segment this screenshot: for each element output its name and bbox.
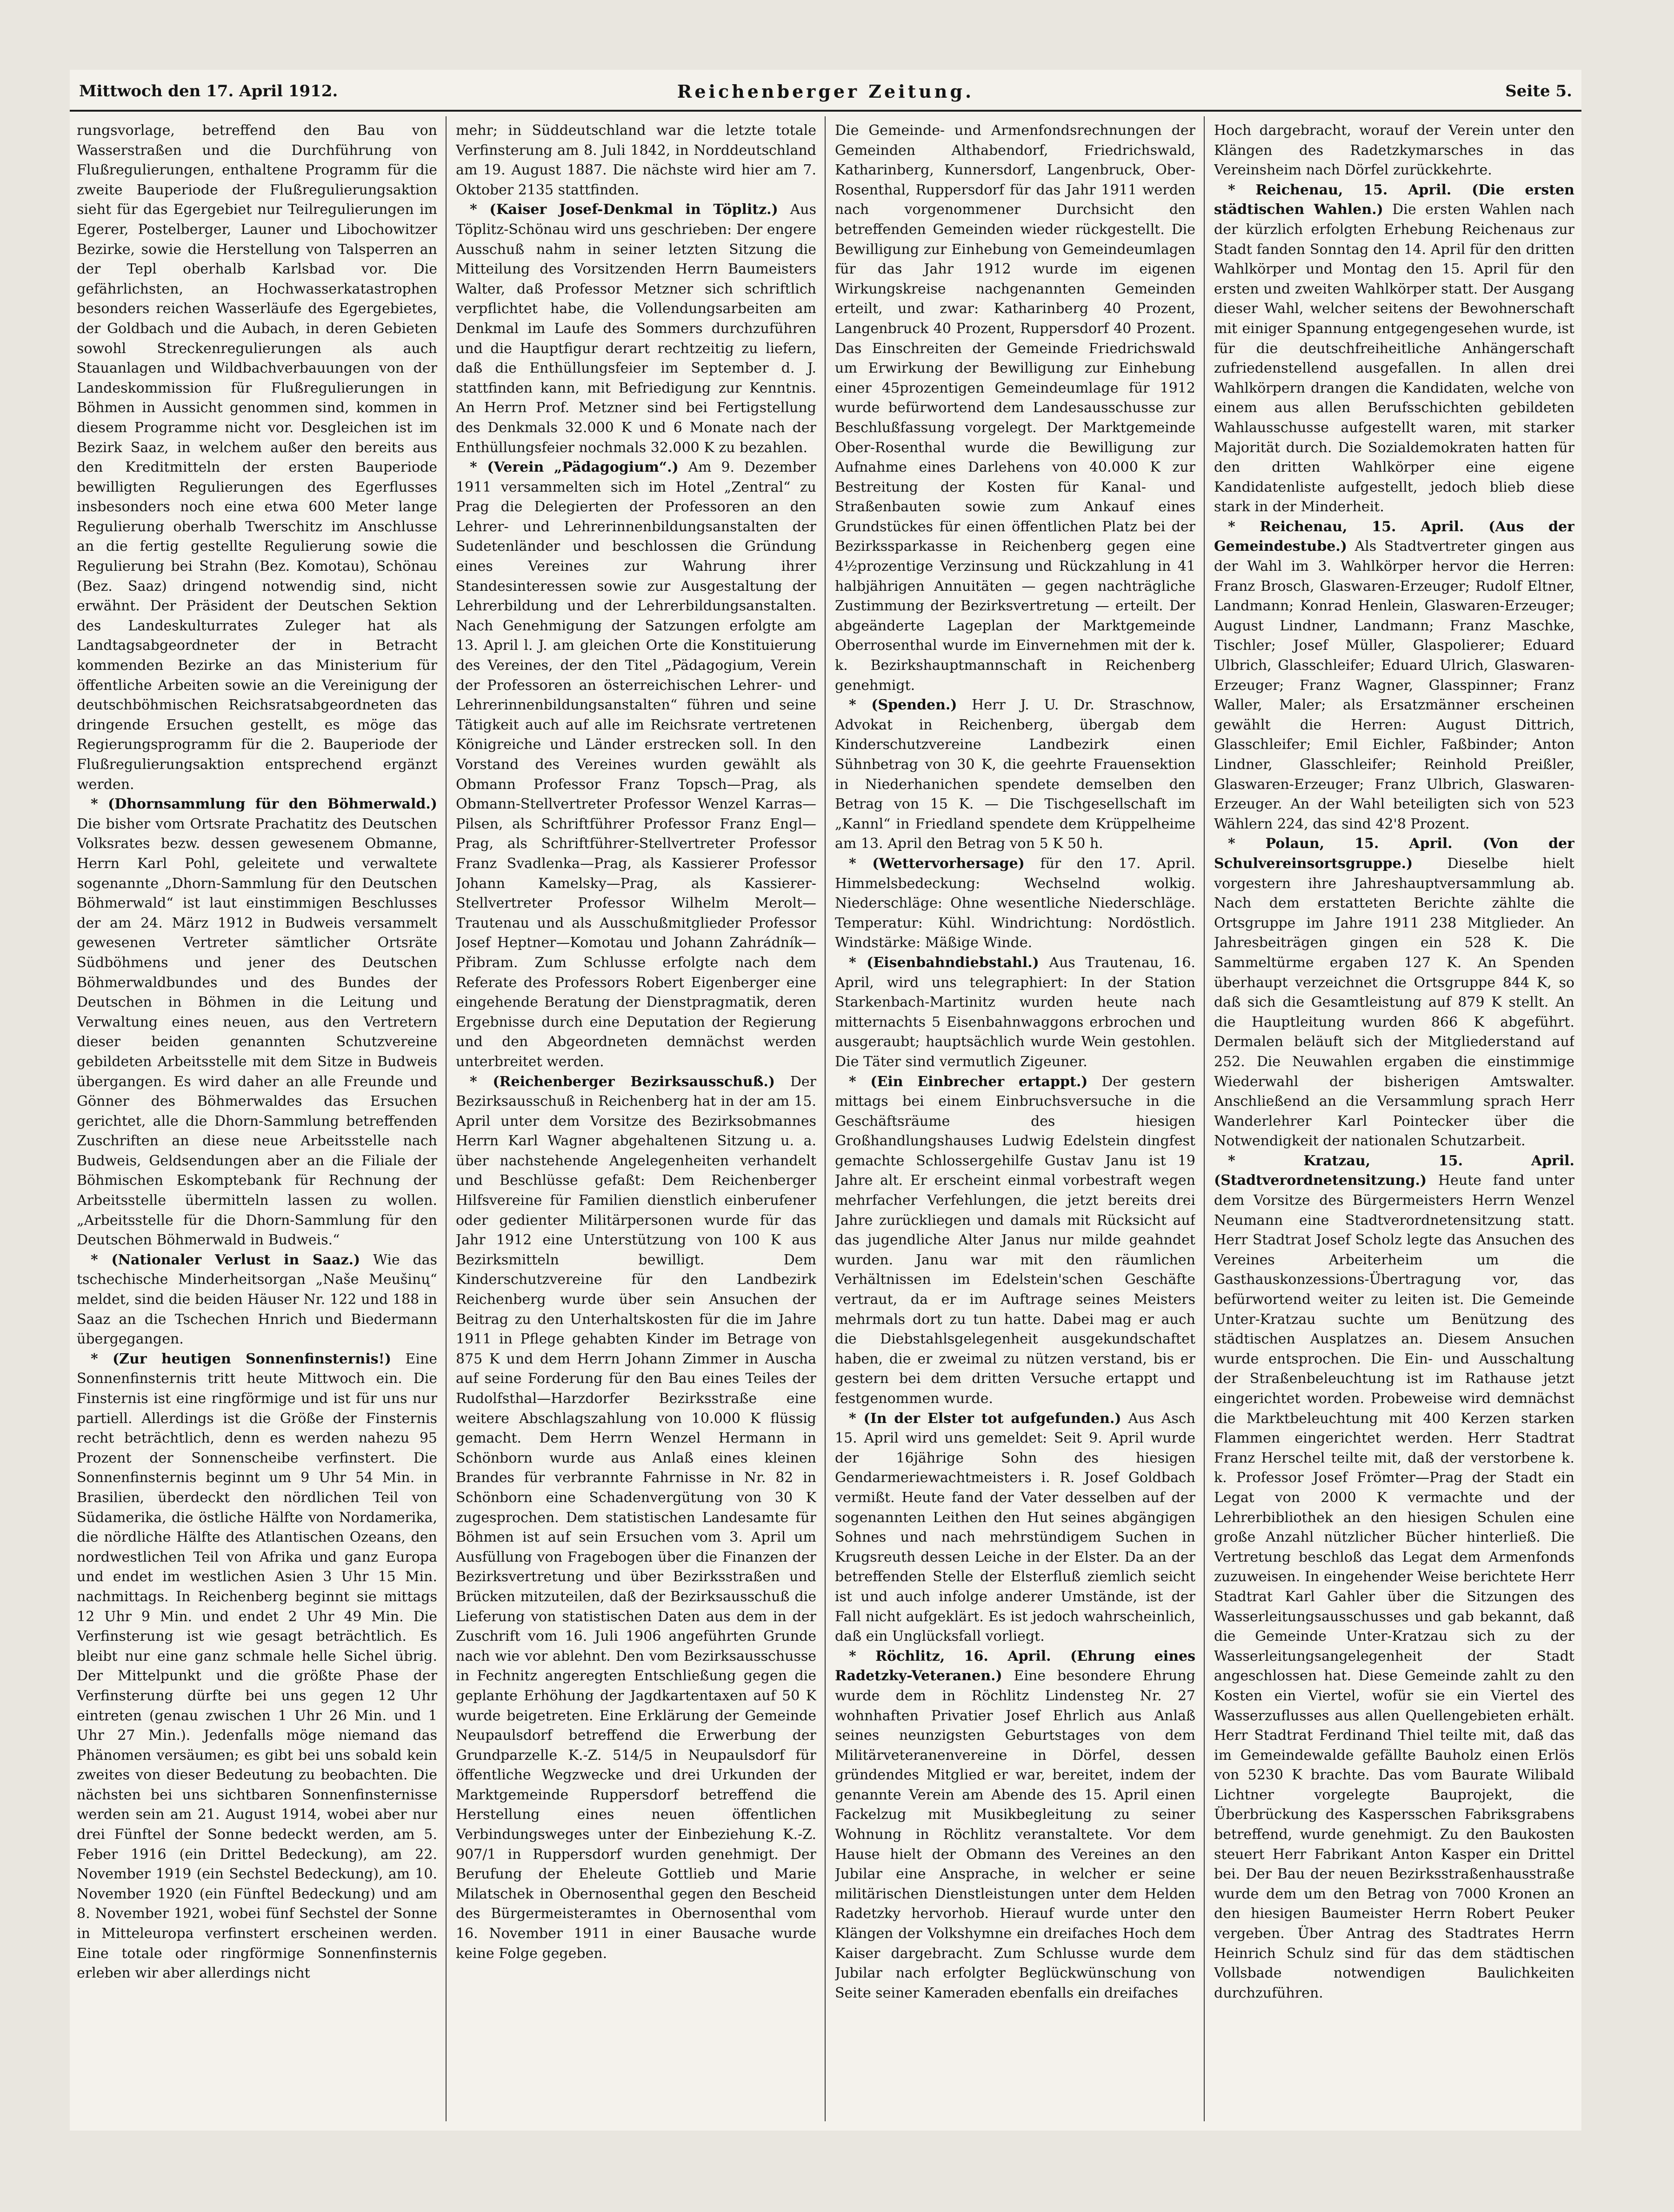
article-heading: * (Reichenberger Bezirksausschuß.) — [470, 1073, 775, 1090]
article-text: Als Stadtvertreter gingen aus der Wahl im 3. Wahlkörper hervor die Herren: Franz Brosch, Glaswaren-Erzeuger; Rudolf Eltner, Landmann; Konrad Henlein, Glaswaren-Erzeuger; August Lindner, Landmann; Franz Maschke, Tischler; Josef Müller, Glaspolierer; Eduard Ulbrich, Glasschleifer; Eduard Ulrich, Glaswaren-Erzeuger; Franz Wagner, Glasspinner; Franz Waller, Maler; als Ersatzmänner erscheinen gewählt die Herren: August Dittrich, Glasschleifer; Emil Eichler, Faßbinder; Anton Lindner, Glasschleifer; Reinhold Preißler, Glaswaren-Erzeuger; Franz Ulbrich, Glaswaren-Erzeuger. An der Wahl beteiligten sich von 523 Wählern 224, das sind 42'8 Prozent. — [1214, 538, 1574, 832]
article-text: Dieselbe hielt vorgestern ihre Jahreshauptversammlung ab. Nach dem erstatteten Berichte zählte die Ortsgruppe im Jahre 1911 238 Mitglieder. An Jahresbeiträgen gingen ein 528 K. Die Sammeltürme ergaben 127 K. An Spenden überhaupt verzeichnet die Ortsgruppe 844 K, so daß sich die Gesamtleistung auf 879 K stellt. An die Hauptleitung wurden 866 K abgeführt. Dermalen beläuft sich der Mitgliederstand auf 252. Die Neuwahlen ergaben die einstimmige Wiederwahl der bisherigen Amtswalter. Anschließend an die Versammlung sprach Herr Wanderlehrer Karl Pointecker über die Notwendigkeit der nationalen Schutzarbeit. — [1214, 855, 1574, 1149]
article-text: Wie das tschechische Minderheitsorgan „Naše Meušinų“ meldet, sind die beiden Häuser Nr. 122 und 188 in Saaz an die Tschechen Hnrich und Biedermann übergegangen. — [77, 1251, 437, 1348]
article-text: Aus Töplitz-Schönau wird uns geschrieben: Der engere Ausschuß nahm in seiner letzten Sitzung die Mitteilung des Vorsitzenden Herrn Baumeisters Walter, daß Professor Metzner sich schriftlich verpflichtet habe, die Vollendungsarbeiten am Denkmal im Laufe des Sommers durchzuführen und die Hauptfigur derart rechtzeitig zu liefern, daß die Enthüllungsfeier im September d. J. stattfinden kann, mit Befriedigung zur Kenntnis. An Herrn Prof. Metzner sind bei Fertigstellung des Denkmals 32.000 K und 6 Monate nach der Enthüllungsfeier nochmals 32.000 K zu bezahlen. — [456, 201, 816, 456]
article-text: Aus Asch 15. April wird uns gemeldet: Seit 9. April wurde der 16jährige Sohn des hiesigen Gendarmeriewachtmeisters i. R. Josef Goldbach vermißt. Heute fand der Vater desselben auf der sogenannten Leithen den Hut seines abgängigen Sohnes und nach mehrstündigem Suchen in Krugsreuth dessen Leiche in der Elster. Da an der betreffenden Stelle der Elsterfluß ziemlich seicht ist und auch infolge anderer Umstände, ist der Fall nicht aufgeklärt. Es ist jedoch wahrscheinlich, daß ein Unglücksfall vorliegt. — [835, 1410, 1195, 1645]
article-text: Der Bezirksausschuß in Reichenberg hat in der am 15. April unter dem Vorsitze des Bezirksobmannes Herrn Karl Wagner abgehaltenen Sitzung u. a. über nachstehende Angelegenheiten verhandelt und Beschlüsse gefaßt: Dem Reichenberger Hilfsvereine für Familien dienstlich einberufener oder gedienter Militärpersonen wurde für das Jahr 1912 eine Unterstützung von 100 K aus Bezirksmitteln bewilligt. Dem Kinderschutzvereine für den Landbezirk Reichenberg wurde über sein Ansuchen der Beitrag zu den Unterhaltskosten für die im Jahre 1911 in Pflege gehabten Kinder im Betrage von 875 K und dem Herrn Johann Zimmer in Auscha auf seine Forderung für den Bau eines Teiles der Rudolfsthal—Harzdorfer Bezirksstraße eine weitere Abschlagszahlung von 10.000 K flüssig gemacht. Dem Herrn Wenzel Hermann in Schönborn wurde aus Anlaß eines kleinen Brandes für verbrannte Fahrnisse in Nr. 82 in Schönborn eine Schadenvergütung von 30 K zugesprochen. Dem statistischen Landesamte für Böhmen ist auf sein Ersuchen vom 3. April um Ausfüllung von Fragebogen über die Finanzen der Bezirksvertretung und über Bezirksstraßen und Brücken mitzuteilen, daß der Bezirksausschuß die Lieferung von statistischen Daten aus dem in der Zuschrift vom 16. Juli 1906 angeführten Grunde nach wie vor ablehnt. Den vom Bezirksausschusse in Fechnitz angeregten Entschließung gegen die geplante Erhöhung der Jagdkartentaxen auf 50 K wurde beigetreten. Eine Erklärung der Gemeinde Neupaulsdorf betreffend die Erwerbung der Grundparzelle K.-Z. 514/5 in Neupaulsdorf für öffentliche Wegzwecke und drei Urkunden der Marktgemeinde Ruppersdorf betreffend die Herstellung eines neuen öffentlichen Verbindungsweges unter der Einbeziehung K.-Z. 907/1 in Ruppersdorf wurden genehmigt. Der Berufung der Eheleute Gottlieb und Marie Milatschek in Obernosenthal gegen den Bescheid des Bürgermeisteramtes in Obernosenthal vom 16. November 1911 in einer Bausache wurde keine Folge gegeben. — [456, 1073, 816, 1962]
column-divider — [1204, 116, 1205, 2121]
article-heading: * (Zur heutigen Sonnenfinsternis!) — [91, 1350, 392, 1367]
article-text: Die Gemeinde- und Armenfondsrechnungen der Gemeinden Althabendorf, Friedrichswald, Katharinberg, Kunnersdorf, Langenbruck, Ober-Rosenthal, Ruppersdorf für das Jahr 1911 werden nach vorgenommener Durchsicht den betreffenden Gemeinden wieder rückgestellt. Die Bewilligung zur Einhebung von Gemeindeumlagen für das Jahr 1912 wurde im eigenen Wirkungskreise nachgenannten Gemeinden erteilt, und zwar: Katharinberg 40 Prozent, Langenbruck 40 Prozent, Ruppersdorf 40 Prozent. Das Einschreiten der Gemeinde Friedrichswald um Erwirkung der Bewilligung zur Einhebung einer 45prozentigen Gemeindeumlage für 1912 wurde befürwortend dem Landesausschusse zur Beschlußfassung vorgelegt. Der Marktgemeinde Ober-Rosenthal wurde die Bewilligung zur Aufnahme eines Darlehens von 40.000 K zur Bestreitung der Kosten für Kanal- und Straßenbauten sowie zum Ankauf eines Grundstückes für einen öffentlichen Platz bei der Bezirkssparkasse in Reichenberg gegen eine 4½prozentige Verzinsung und Rückzahlung in 41 halbjährigen Annuitäten — gegen nachträgliche Zustimmung der Bezirksvertretung — erteilt. Der abgeänderte Lageplan der Marktgemeinde Oberrosenthal wurde im Einvernehmen mit der k. k. Bezirkshauptmannschaft in Reichenberg genehmigt. — [835, 122, 1195, 694]
article-heading: * (Dhornsammlung für den Böhmerwald.) — [91, 796, 437, 813]
article-heading: * Polaun, 15. April. (Von der Schulvereinsortsgruppe.) — [1214, 835, 1574, 872]
article-text: Am 9. Dezember 1911 versammelten sich im Hotel „Zentral“ zu Prag die Delegierten der Professoren an den Lehrer- und Lehrerinnenbildungsanstalten der Sudetenländer und beschlossen die Gründung eines Vereines zur Wahrung ihrer Standesinteressen sowie zur Ausgestaltung der Lehrerbildung und der Lehrerbildungsanstalten. Nach Genehmigung der Satzungen erfolgte am 13. April l. J. am gleichen Orte die Konstituierung des Vereines, der den Titel „Pädagogium, Verein der Professoren an österreichischen Lehrer- und Lehrerinnenbildungsanstalten“ führen und seine Tätigkeit auch auf alle im Reichsrate vertretenen Königreiche und Länder erstrecken soll. In den Vorstand des Vereines wurden gewählt als Obmann Professor Franz Topsch—Prag, als Obmann-Stellvertreter Professor Wenzel Karras—Pilsen, als Schriftführer Professor Franz Engl—Prag, als Schriftführer-Stellvertreter Professor Franz Svadlenka—Prag, als Kassierer Professor Johann Kamelsky—Prag, als Kassierer-Stellvertreter Professor Wilhelm Merolt—Trautenau und als Ausschußmitglieder Professor Josef Heptner—Komotau und Johann Zahrádník—Přibram. Zum Schlusse erfolgte nach dem Referate des Professors Robert Eigenberger eine eingehende Beratung der Dienstpragmatik, deren Ergebnisse durch eine Deputation der Regierung und den Abgeordneten demnächst werden unterbreitet werden. — [456, 459, 816, 1070]
page-number: Seite 5. — [1505, 82, 1572, 100]
newspaper-page — [70, 70, 1581, 2131]
article-text: Der gestern mittags bei einem Einbruchsversuche in die Geschäftsräume des hiesigen Großhandlungshauses Ludwig Edelstein dingfest gemachte Schlossergehilfe Gustav Janu ist 19 Jahre alt. Er erscheint einmal vorbestraft wegen mehrfacher Verfehlungen, die jetzt bereits drei Jahre zurückliegen und damals mit Rücksicht auf das jugendliche Alter Janus nur milde geahndet wurden. Janu war mit den räumlichen Verhältnissen im Edelstein'schen Geschäfte vertraut, da er im Auftrage seines Meisters mehrmals dort zu tun hatte. Dabei mag er auch die Diebstahlsgelegenheit ausgekundschaftet haben, die er zweimal zu nützen verstand, bis er gestern bei dem dritten Versuche ertappt und festgenommen wurde. — [835, 1073, 1195, 1407]
article-heading: * (Wettervorhersage) — [849, 855, 1025, 872]
article-heading: * Reichenau, 15. April. (Aus der Gemeindestube.) — [1214, 518, 1574, 555]
column-divider — [446, 116, 447, 2121]
column-3 — [835, 121, 1195, 2121]
article-text: Heute fand unter dem Vorsitze des Bürgermeisters Herrn Wenzel Neumann eine Stadtverordnetensitzung statt. Herr Stadtrat Josef Scholz legte das Ansuchen des Vereines Arbeiterheim um die Gasthauskonzessions-Übertragung vor, das befürwortend weiter zu leiten ist. Die Gemeinde Unter-Kratzau suchte um Benützung des städtischen Ausplatzes an. Diesem Ansuchen wurde entsprochen. Die Ein- und Ausschaltung der Straßenbeleuchtung ist im Rathause jetzt eingerichtet worden. Probeweise wird demnächst die Marktbeleuchtung mit 400 Kerzen starken Flammen eingerichtet werden. Herr Stadtrat Franz Herschel teilte mit, daß der verstorbene k. k. Professor Josef Frömter—Prag der Stadt ein Legat von 2000 K vermachte und der Lehrerbibliothek an den hiesigen Schulen eine große Anzahl nützlicher Bücher hinterließ. Die Vertretung beschloß das Legat dem Armenfonds zuzuweisen. In eingehender Weise berichtete Herr Stadtrat Karl Gahler über die Sitzungen des Wasserleitungsausschusses und gab bekannt, daß die Gemeinde Unter-Kratzau sich zu der Wasserleitungsangelegenheit der Stadt angeschlossen hat. Diese Gemeinde zahlt zu den Kosten ein Viertel, wofür sie ein Viertel des Wasserzuflusses aus allen Quellengebieten erhält. Herr Stadtrat Ferdinand Thiel teilte mit, daß das im Gemeindewalde gefällte Bauholz einen Erlös von 5230 K brachte. Das vom Baurate Wilibald Lichtner vorgelegte Bauprojekt, die Überbrückung des Kaspersschen Fabriksgrabens betreffend, wurde genehmigt. Zu den Baukosten steuert Herr Fabrikant Anton Kasper ein Drittel bei. Der Bau der neuen Bezirksstraßenhausstraße wurde dem um den Betrag von 7000 Kronen an den hiesigen Baumeister Herrn Robert Peuker vergeben. Über Antrag des Stadtrates Herrn Heinrich Schulz sind für das dem städtischen Vollsbade notwendigen Baulichkeiten durchzuführen. — [1214, 1172, 1574, 2001]
column-2 — [456, 121, 816, 2121]
article-heading: * (Kaiser Josef-Denkmal in Töplitz.) — [470, 201, 778, 218]
issue-date: Mittwoch den 17. April 1912. — [79, 82, 338, 100]
article-text: Herr J. U. Dr. Straschnow, Advokat in Reichenberg, übergab dem Kinderschutzvereine Landbezirk einen Sühnbetrag von 30 K, die geehrte Frauensektion in Niederhanichen spendete demselben den Betrag von 15 K. — Die Tischgesellschaft im „Kannl“ in Friedland spendete dem Krüppelheime am 13. April den Betrag von 5 K 50 h. — [835, 697, 1195, 852]
article-heading: * (Spenden.) — [849, 697, 957, 714]
page-header — [70, 79, 1581, 105]
article-heading: * Kratzau, 15. April. (Stadtverordnetensitzung.) — [1214, 1152, 1574, 1189]
article-text: Eine besondere Ehrung wurde dem in Röchlitz Lindensteg Nr. 27 wohnhaften Privatier Josef Ehrlich aus Anlaß seines neunzigsten Geburtstages von dem Militärveteranenvereine in Dörfel, dessen gründendes Mitglied er war, bereitet, indem der genannte Verein am Abende des 15. April einen Fackelzug mit Musikbegleitung zu seiner Wohnung in Röchlitz veranstaltete. Vor dem Hause hielt der Obmann des Vereines an den Jubilar eine Ansprache, in welcher er seine militärischen Dienstleistungen unter dem Helden Radetzky hervorhob. Hierauf wurde unter den Klängen der Volkshymne ein dreifaches Hoch dem Kaiser dargebracht. Zum Schlusse wurde dem Jubilar nach erfolgter Beglückwünschung von Seite seiner Kameraden ebenfalls ein dreifaches — [835, 1668, 1195, 2001]
article-heading: * (In der Elster tot aufgefunden.) — [849, 1410, 1121, 1427]
column-1 — [77, 121, 437, 2121]
newspaper-title: Reichenberger Zeitung. — [677, 81, 974, 102]
article-text: rungsvorlage, betreffend den Bau von Wasserstraßen und die Durchführung von Flußregulierungen, enthaltene Programm für die zweite Bauperiode der Flußregulierungsaktion sieht für das Egergebiet nur Teilregulierungen im Egerer, Postelberger, Launer und Libochowitzer Bezirke, sowie die Herstellung von Talsperren an der Tepl oberhalb Karlsbad vor. Die gefährlichsten, an Hochwasserkatastrophen besonders reichen Wasserläufe des Egergebietes, der Goldbach und die Aubach, in deren Gebieten sowohl Streckenregulierungen als auch Stauanlagen und Wildbachverbauungen von der Landeskommission für Flußregulierungen in Böhmen in Aussicht genommen sind, kommen in diesem Programme nicht vor. Desgleichen ist im Bezirk Saaz, in welchem außer den bereits aus den Kreditmitteln der ersten Bauperiode bewilligten Regulierungen des Egerflusses insbesonders noch eine etwa 600 Meter lange Regulierung oberhalb Twerschitz im Anschlusse an die fertig gestellte Regulierung sowie die Regulierung bei Strahn (Bez. Komotau), Schönau (Bez. Saaz) dringend notwendig sind, nicht erwähnt. Der Präsident der Deutschen Sektion des Landeskulturrates Zuleger hat als Landtagsabgeordneter der in Betracht kommenden Bezirke an das Ministerium für öffentliche Arbeiten sowie an die Vereinigung der deutschböhmischen Reichsratsabgeordneten das dringende Ersuchen gestellt, es möge das Regierungsprogramm für die 2. Bauperiode der Flußregulierungsaktion entsprechend ergänzt werden. — [77, 122, 437, 793]
article-heading: * (Verein „Pädagogium“.) — [470, 459, 679, 476]
article-heading: * Röchlitz, 16. April. (Ehrung eines Radetzky-Veteranen.) — [835, 1648, 1195, 1684]
article-text: Eine Sonnenfinsternis tritt heute Mittwoch ein. Die Finsternis ist eine ringförmige und ist für uns nur partiell. Allerdings ist die Größe der Finsternis recht beträchtlich, denn es werden nahezu 95 Prozent der Sonnenscheibe verfinstert. Die Sonnenfinsternis beginnt um 9 Uhr 54 Min. in Brasilien, überdeckt den nördlichen Teil von Südamerika, die östliche Hälfte von Nordamerika, die nördliche Hälfte des Atlantischen Ozeans, den nordwestlichen Teil von Afrika und ganz Europa und endet im westlichen Asien 3 Uhr 15 Min. nachmittags. In Reichenberg beginnt sie mittags 12 Uhr 9 Min. und endet 2 Uhr 49 Min. Die Verfinsterung ist wie gesagt beträchtlich. Es bleibt nur eine ganz schmale helle Sichel übrig. Der Mittelpunkt und die größte Phase der Verfinsterung dürfte bei uns gegen 12 Uhr eintreten (genau zwischen 1 Uhr 26 Min. und 1 Uhr 27 Min.). Jedenfalls möge niemand das Phänomen versäumen; es gibt bei uns sobald kein zweites von dieser Bedeutung zu beobachten. Die nächsten bei uns sichtbaren Sonnenfinsternisse werden sein am 21. August 1914, wobei aber nur drei Fünftel der Sonne bedeckt werden, am 5. Feber 1916 (ein Drittel Bedeckung), am 22. November 1919 (ein Sechstel Bedeckung), am 10. November 1920 (ein Fünftel Bedeckung) und am 8. November 1921, wobei fünf Sechstel der Sonne in Mitteleuropa verfinstert erscheinen werden. Eine totale oder ringförmige Sonnenfinsternis erleben wir aber allerdings nicht — [77, 1350, 437, 1982]
header-rule — [70, 110, 1581, 112]
article-heading: * (Nationaler Verlust in Saaz.) — [91, 1251, 360, 1268]
article-text: Hoch dargebracht, worauf der Verein unter den Klängen des Radetzkymarsches in das Vereinsheim nach Dörfel zurückkehrte. — [1214, 122, 1574, 179]
article-text: Aus Trautenau, 16. April, wird uns telegraphiert: In der Station Starkenbach-Martinitz wurden heute nach mitternachts 5 Eisenbahnwaggons erbrochen und ausgeraubt; hauptsächlich wurde Wein gestohlen. Die Täter sind vermutlich Zigeuner. — [835, 954, 1195, 1070]
column-4 — [1214, 121, 1574, 2121]
article-text: Die bisher vom Ortsrate Prachatitz des Deutschen Volksrates bezw. dessen gewesenem Obmanne, Herrn Karl Pohl, geleitete und verwaltete sogenannte „Dhorn-Sammlung für den Deutschen Böhmerwald“ ist laut einstimmigen Beschlusses der am 24. März 1912 in Budweis versammelt gewesenen Vertreter sämtlicher Ortsräte Südböhmens und jener des Deutschen Böhmerwaldbundes und des Bundes der Deutschen in Böhmen in die Leitung und Verwaltung eines neuen, aus den Vertretern dieser beiden genannten Schutzvereine gebildeten Arbeitsstelle mit dem Sitze in Budweis übergangen. Es wird daher an alle Freunde und Gönner des Böhmerwaldes das Ersuchen gerichtet, alle die Dhorn-Sammlung betreffenden Zuschriften an diese neue Arbeitsstelle nach Budweis, Geldsendungen aber an die Filiale der Böhmischen Eskomptebank für Rechnung der Arbeitsstelle übermitteln lassen zu wollen. „Arbeitsstelle für die Dhorn-Sammlung für den Deutschen Böhmerwald in Budweis.“ — [77, 815, 437, 1249]
article-heading: * (Eisenbahndiebstahl.) — [849, 954, 1039, 971]
article-heading: * (Ein Einbrecher ertappt.) — [849, 1073, 1088, 1090]
article-text: Die ersten Wahlen nach der kürzlich erfolgten Erhebung Reichenaus zur Stadt fanden Sonntag den 14. April für den dritten Wahlkörper und Montag den 15. April für den ersten und zweiten Wahlkörper statt. Der Ausgang dieser Wahl, welcher seitens der Bewohnerschaft mit einiger Spannung entgegengesehen wurde, ist für die deutschfreiheitliche Anhängerschaft zufriedenstellend ausgefallen. In allen drei Wahlkörpern drangen die Kandidaten, welche von einem aus allen Berufsschichten gebildeten Wahlausschusse aufgestellt waren, mit starker Majorität durch. Die Sozialdemokraten hatten für den dritten Wahlkörper eine eigene Kandidatenliste aufgestellt, jedoch blieb diese stark in der Minderheit. — [1214, 201, 1574, 515]
article-heading: * Reichenau, 15. April. (Die ersten städtischen Wahlen.) — [1214, 181, 1574, 218]
article-text: mehr; in Süddeutschland war die letzte totale Verfinsterung am 8. Juli 1842, in Norddeutschland am 19. August 1887. Die nächste wird hier am 7. Oktober 2135 stattfinden. — [456, 122, 816, 198]
column-divider — [825, 116, 826, 2121]
article-text: für den 17. April. Himmelsbedeckung: Wechselnd wolkig. Niederschläge: Ohne wesentliche Niederschläge. Temperatur: Kühl. Windrichtung: Nordöstlich. Windstärke: Mäßige Winde. — [835, 855, 1195, 951]
